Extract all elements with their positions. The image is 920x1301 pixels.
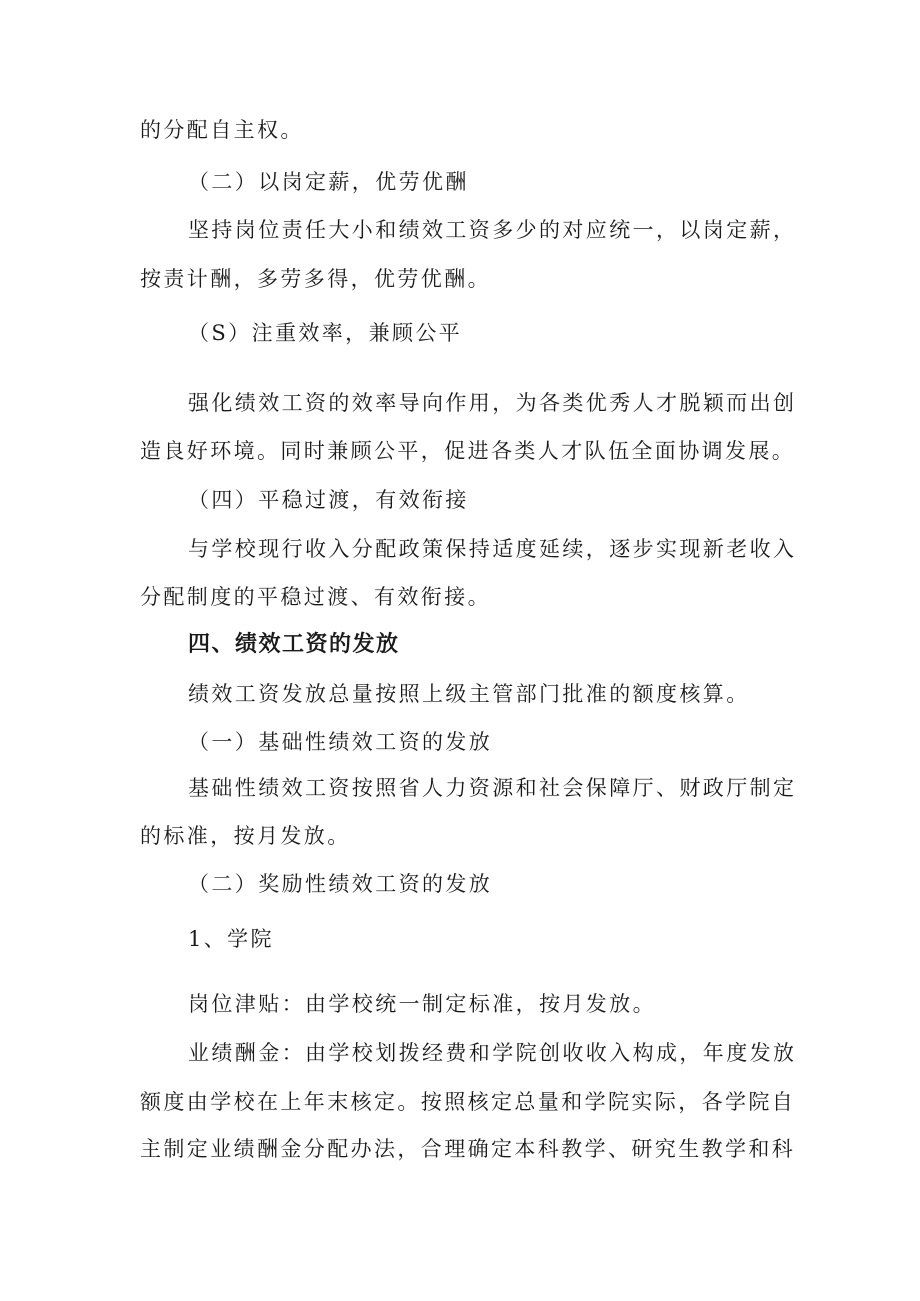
- paragraph-line: 强化绩效工资的效率导向作用，为各类优秀人才脱颖而出创: [188, 391, 797, 415]
- subsection-heading: （一）基础性绩效工资的发放: [188, 730, 493, 754]
- paragraph-line: 主制定业绩酬金分配办法，合理确定本科教学、研究生教学和科: [140, 1137, 796, 1161]
- paragraph-line: 绩效工资发放总量按照上级主管部门批准的额度核算。: [188, 682, 750, 706]
- paragraph-line: 基础性绩效工资按照省人力资源和社会保障厅、财政厅制定: [188, 776, 797, 800]
- paragraph-line: 额度由学校在上年末核定。按照核定总量和学院实际，各学院自: [140, 1090, 796, 1114]
- paragraph-line: 造良好环境。同时兼顾公平，促进各类人才队伍全面协调发展。: [140, 439, 796, 463]
- paragraph-line: 的分配自主权。: [140, 118, 304, 142]
- section-heading: 四、绩效工资的发放: [188, 632, 400, 657]
- paragraph-line: 与学校现行收入分配政策保持适度延续，逐步实现新老收入: [188, 537, 797, 561]
- subsection-heading: （二）奖励性绩效工资的发放: [188, 872, 493, 896]
- paragraph-line: 按责计酬，多劳多得，优劳优酬。: [140, 267, 491, 291]
- subsection-heading: （S）注重效率，兼顾公平: [188, 321, 463, 345]
- subsection-heading: （二）以岗定薪，优劳优酬: [188, 170, 469, 194]
- paragraph-line: 分配制度的平稳过渡、有效衔接。: [140, 585, 491, 609]
- subsection-heading: （四）平稳过渡，有效衔接: [188, 488, 469, 512]
- paragraph-line: 岗位津贴：由学校统一制定标准，按月发放。: [188, 992, 656, 1016]
- paragraph-line: 的标准，按月发放。: [140, 824, 351, 848]
- item-heading: 1、学院: [188, 927, 274, 951]
- paragraph-line: 坚持岗位责任大小和绩效工资多少的对应统一，以岗定薪，: [188, 218, 797, 242]
- paragraph-line: 业绩酬金：由学校划拨经费和学院创收收入构成，年度发放: [188, 1041, 797, 1065]
